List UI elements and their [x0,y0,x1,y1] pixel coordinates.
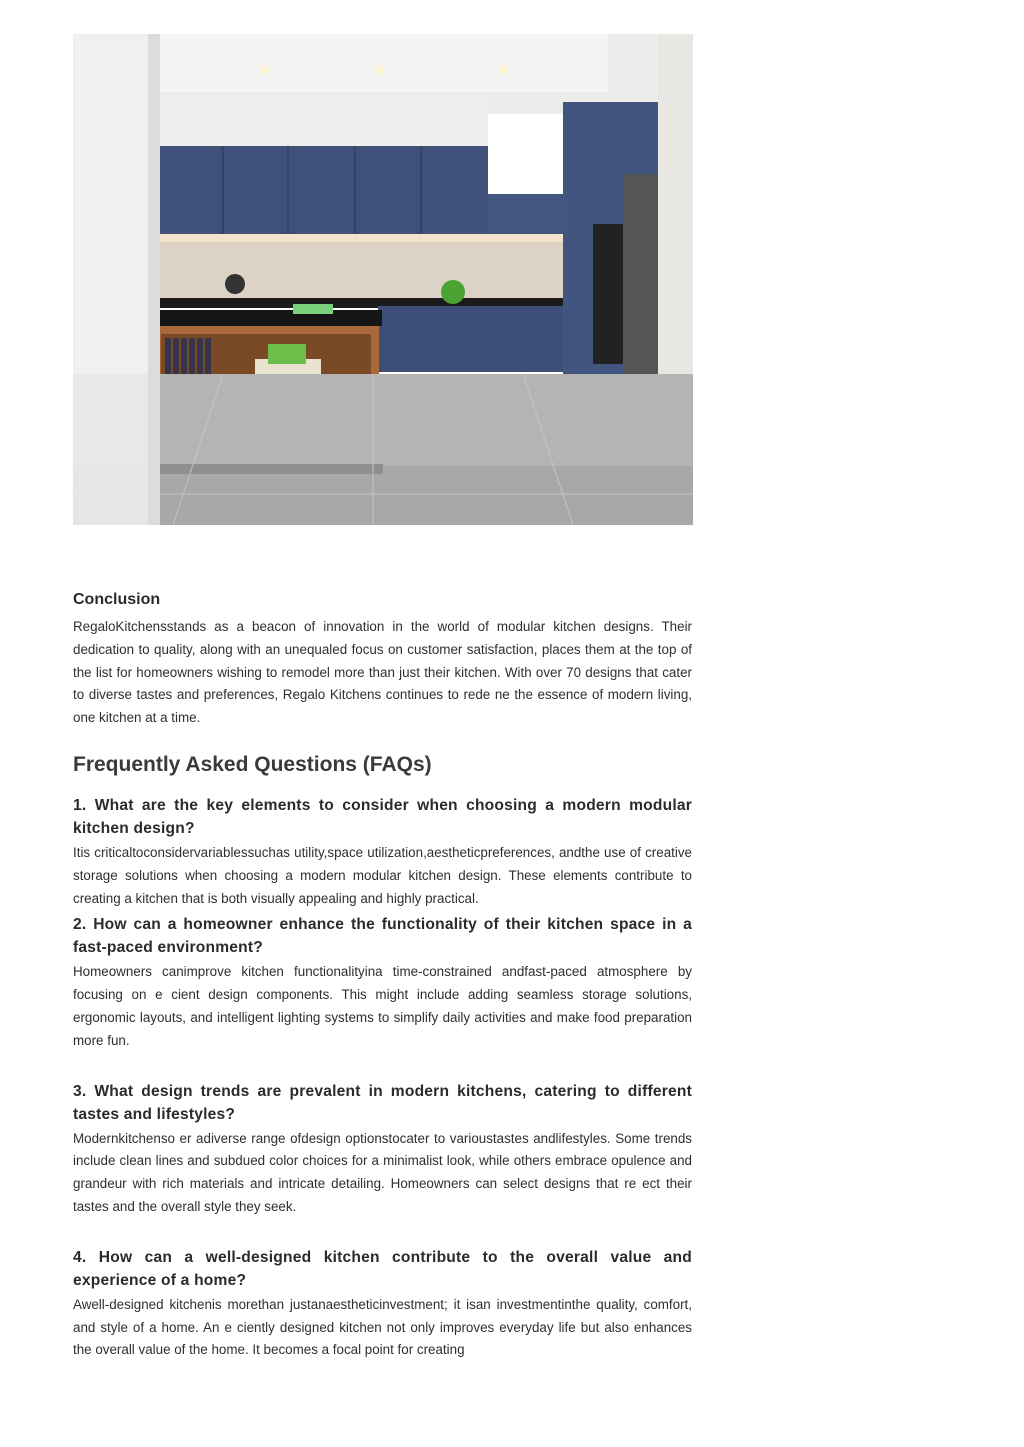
faq-answer: Homeowners canimprove kitchen functionalityina time-constrained andfast-paced atmosphere by focusing on e cient design components. This might include adding seamless storage solutions, ergonomic layouts, and intelligent lighting systems to simplify daily activities and make food preparation more fun. [73,964,692,1048]
faq-answer: Itis criticaltoconsidervariablessuchas utility,space utilization,aestheticpreferences, andthe use of creative storage solutions when choosing a modern modular kitchen design. These elements contribute to creating a kitchen that is both visually appealing and highly practical. [73,844,692,906]
faq-item [73,1246,692,1362]
faq-item [73,794,692,910]
faq-question: 4. How can a well-designed kitchen contribute to the overall value and experience of a home? [73,1248,692,1289]
conclusion-text: RegaloKitchensstands as a beacon of innovation in the world of modular kitchen designs. Their dedication to quality, along with an unequaled focus on customer satisfaction, places them at the top of the list for homeowners wishing to remodel more than just their kitchen. With over 70 designs that cater to diverse tastes and preferences, Regalo Kitchens continues to rede ne the essence of modern living, one kitchen at a time. [73,619,692,726]
kitchen-photo [73,34,693,525]
faq-question: 1. What are the key elements to consider when choosing a modern modular kitchen design? [73,796,692,837]
faq-item [73,1080,692,1219]
faq-answer: Awell-designed kitchenis morethan justanaestheticinvestment; it isan investmentinthe quality, comfort, and style of a home. An e ciently designed kitchen not only improves everyday life but also enhances the overall value of the home. It becomes a focal point for creating [73,1296,692,1358]
faq-item [73,913,692,1052]
faq-answer: Modernkitchenso er adiverse range ofdesign optionstocater to varioustastes andlifestyles. Some trends include clean lines and subdued color choices for a minimalist look, while others embrace opulence and grandeur with rich materials and intricate detailing. Homeowners can select designs that re ect their tastes and the overall style they seek. [73,1130,692,1214]
faq-title: Frequently Asked Questions (FAQs) [73,752,432,776]
conclusion-heading: Conclusion [73,591,161,608]
faq-question: 3. What design trends are prevalent in modern kitchens, catering to different tastes and lifestyles? [73,1082,692,1123]
article-content [73,588,692,1362]
faq-question: 2. How can a homeowner enhance the functionality of their kitchen space in a fast-paced environment? [73,916,692,957]
